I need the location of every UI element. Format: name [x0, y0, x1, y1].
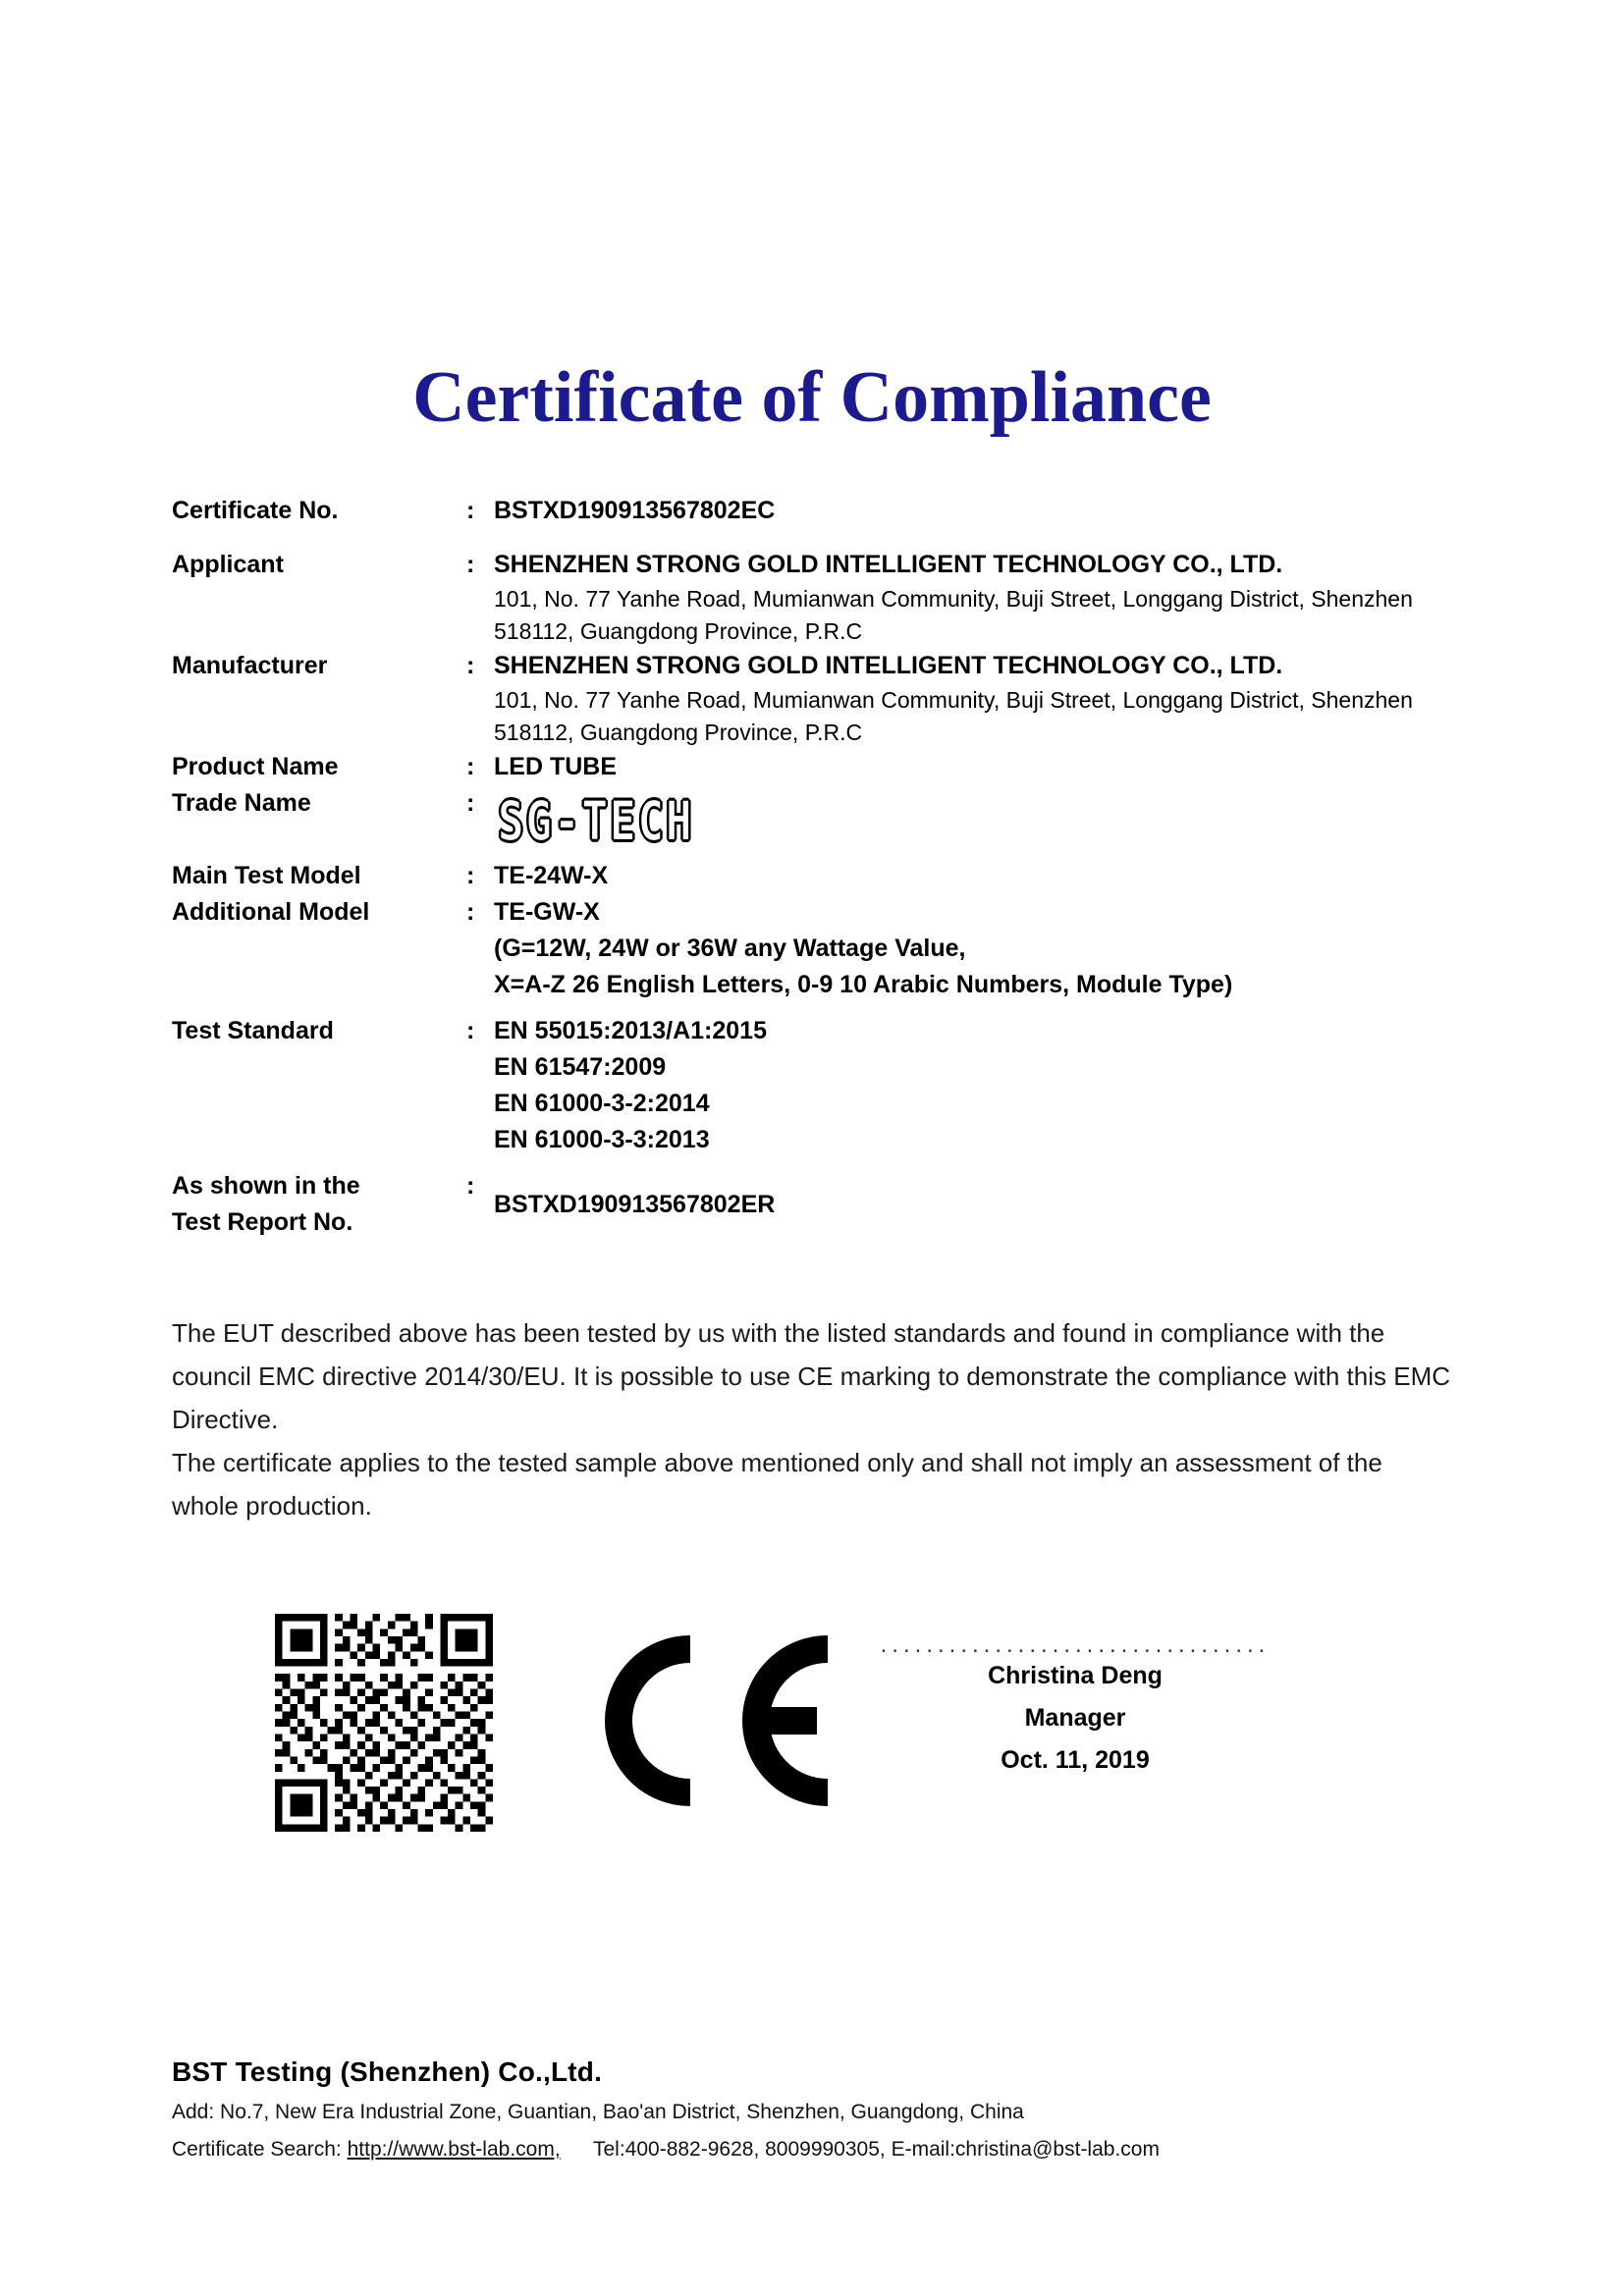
field-value-test-report-no: BSTXD190913567802ER — [494, 1190, 776, 1218]
field-value-certificate-no: BSTXD190913567802EC — [494, 497, 776, 524]
field-value-manufacturer-address: 101, No. 77 Yanhe Road, Mumianwan Community, Buji Street, Longgang District, Shenzhen 518112, Guangdong Province, P.R.C — [494, 687, 1413, 745]
ce-mark-icon — [565, 1608, 859, 1834]
table-row-manufacturer — [172, 648, 1452, 684]
colon-separator: : — [466, 1017, 475, 1044]
colon-separator: : — [466, 551, 475, 578]
field-label-applicant: Applicant — [172, 551, 284, 578]
field-value-test-standard: EN 55015:2013/A1:2015 — [494, 1017, 767, 1044]
compliance-statement — [172, 1311, 1452, 1527]
field-value-product-name: LED TUBE — [494, 753, 617, 780]
field-label-test-standard: Test Standard — [172, 1017, 334, 1044]
table-row-main-test-model — [172, 858, 1452, 894]
table-row-product-name — [172, 749, 1452, 785]
footer-search-label: Certificate Search: — [172, 2138, 342, 2161]
table-row-additional-model-note2 — [172, 967, 1452, 1003]
field-value-additional-model-note1: (G=12W, 24W or 36W any Wattage Value, — [494, 934, 966, 962]
field-value-test-standard-4: EN 61000-3-3:2013 — [494, 1126, 710, 1153]
page-title: Certificate of Compliance — [412, 357, 1212, 438]
footer — [172, 2051, 1506, 2168]
certificate-details-table — [172, 493, 1452, 1241]
footer-contact-info: Tel:400-882-9628, 8009990305, E-mail:christina@bst-lab.com — [592, 2138, 1160, 2161]
field-label-trade-name: Trade Name — [172, 789, 311, 817]
issue-date: Oct. 11, 2019 — [1001, 1746, 1150, 1774]
marks-section — [172, 1614, 1452, 1869]
table-row-test-report-no — [172, 1158, 1452, 1204]
field-value-applicant: SHENZHEN STRONG GOLD INTELLIGENT TECHNOLOGY CO., LTD. — [494, 551, 1283, 578]
field-value-main-test-model: TE-24W-X — [494, 862, 609, 889]
statement-paragraph-1: The EUT described above has been tested by us with the listed standards and found in compliance with the council EMC directive 2014/30/EU. It is possible to use CE marking to demonstrate the compliance with this EMC Directive. — [172, 1318, 1451, 1434]
colon-separator: : — [466, 862, 475, 889]
table-row-certificate-no — [172, 493, 1452, 529]
table-row-test-standard-3 — [172, 1086, 1452, 1122]
field-value-test-standard-3: EN 61000-3-2:2014 — [494, 1090, 710, 1117]
field-value-test-standard-2: EN 61547:2009 — [494, 1053, 667, 1081]
field-label-certificate-no: Certificate No. — [172, 497, 339, 524]
field-value-additional-model: TE-GW-X — [494, 898, 600, 926]
footer-address: Add: No.7, New Era Industrial Zone, Guantian, Bao'an District, Shenzhen, Guangdong, China — [172, 2101, 1024, 2123]
colon-separator: : — [466, 1172, 475, 1200]
colon-separator: : — [466, 898, 475, 926]
footer-company-name: BST Testing (Shenzhen) Co.,Ltd. — [172, 2056, 603, 2087]
trade-name-logo — [494, 785, 1452, 858]
signature-block — [879, 1635, 1272, 1782]
field-label-main-test-model: Main Test Model — [172, 862, 361, 889]
field-label-product-name: Product Name — [172, 753, 339, 780]
table-row-applicant — [172, 529, 1452, 583]
field-value-additional-model-note2: X=A-Z 26 English Letters, 0-9 10 Arabic Numbers, Module Type) — [494, 971, 1233, 998]
qr-code — [275, 1614, 493, 1832]
table-row-test-standard-4 — [172, 1122, 1452, 1158]
colon-separator: : — [466, 497, 475, 524]
field-label-manufacturer: Manufacturer — [172, 652, 328, 679]
trade-name-logo-text: SG-TECH — [498, 790, 694, 853]
field-value-applicant-address: 101, No. 77 Yanhe Road, Mumianwan Community, Buji Street, Longgang District, Shenzhen 518112, Guangdong Province, P.R.C — [494, 586, 1413, 644]
field-label-additional-model: Additional Model — [172, 898, 370, 926]
colon-separator: : — [466, 753, 475, 780]
colon-separator: : — [466, 789, 475, 817]
signatory-name: Christina Deng — [988, 1662, 1163, 1689]
statement-paragraph-2: The certificate applies to the tested sample above mentioned only and shall not imply an assessment of the whole production. — [172, 1448, 1382, 1521]
table-row-test-standard-2 — [172, 1049, 1452, 1086]
footer-contact-line — [172, 2131, 1506, 2168]
table-row-additional-model-note1 — [172, 931, 1452, 967]
field-value-manufacturer: SHENZHEN STRONG GOLD INTELLIGENT TECHNOLOGY CO., LTD. — [494, 652, 1283, 679]
table-row-applicant-address — [172, 583, 1452, 648]
certificate-search-link[interactable]: http://www.bst-lab.com, — [347, 2138, 561, 2161]
table-row-additional-model — [172, 894, 1452, 931]
signatory-position: Manager — [1024, 1704, 1126, 1732]
table-row-manufacturer-address — [172, 684, 1452, 749]
colon-separator: : — [466, 652, 475, 679]
field-label-test-report-no-line2: Test Report No. — [172, 1208, 353, 1236]
signature-line: .................................. — [880, 1635, 1271, 1655]
table-row-test-standard — [172, 1003, 1452, 1049]
table-row-trade-name — [172, 785, 1452, 858]
field-label-test-report-no-line1: As shown in the — [172, 1172, 360, 1200]
